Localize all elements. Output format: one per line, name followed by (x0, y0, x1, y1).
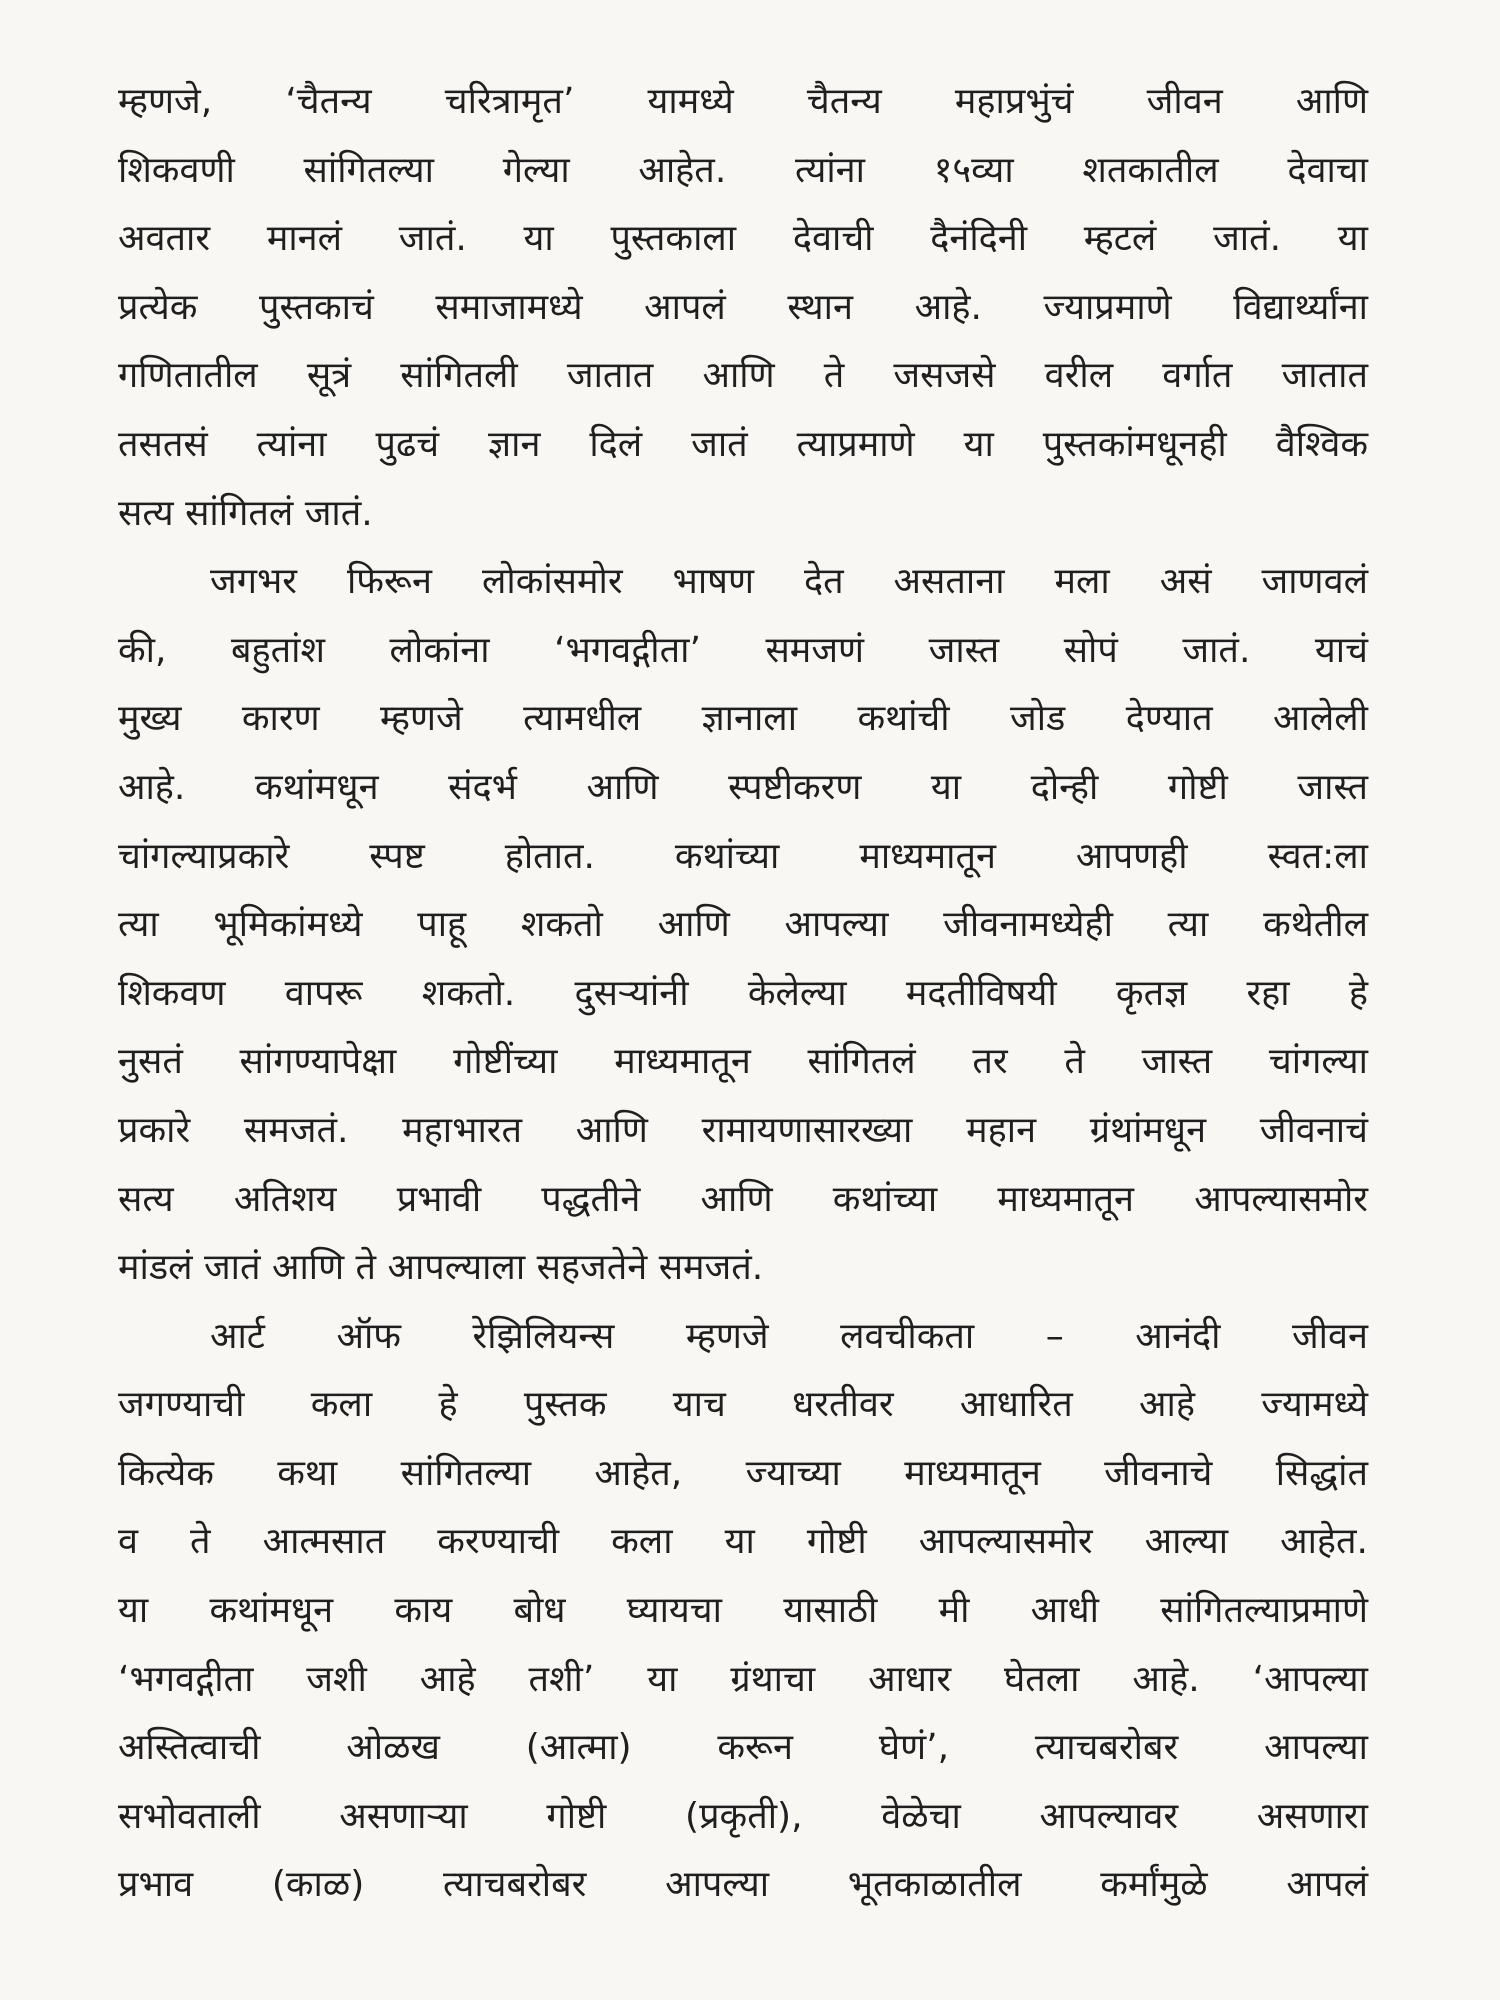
text-line: मुख्य कारण म्हणजे त्यामधील ज्ञानाला कथांची जोड देण्यात आलेली (118, 698, 1368, 740)
text-line: सत्य अतिशय प्रभावी पद्धतीने आणि कथांच्या माध्यमातून आपल्यासमोर (118, 1178, 1368, 1220)
text-line: शिकवणी सांगितल्या गेल्या आहेत. त्यांना १५व्या शतकातील देवाचा (118, 149, 1368, 191)
text-line: चांगल्याप्रकारे स्पष्ट होतात. कथांच्या माध्यमातून आपणही स्वत:ला (118, 835, 1368, 877)
body-text (118, 68, 1368, 1920)
text-line: शिकवण वापरू शकतो. दुसऱ्यांनी केलेल्या मदतीविषयी कृतज्ञ रहा हे (118, 972, 1368, 1014)
paragraph (118, 1303, 1368, 1920)
text-line: कित्येक कथा सांगितल्या आहेत, ज्याच्या माध्यमातून जीवनाचे सिद्धांत (118, 1452, 1368, 1494)
text-line: गणितातील सूत्रं सांगितली जातात आणि ते जसजसे वरील वर्गात जातात (118, 355, 1368, 397)
text-line: व ते आत्मसात करण्याची कला या गोष्टी आपल्यासमोर आल्या आहेत. (118, 1521, 1368, 1563)
text-line: सभोवताली असणाऱ्या गोष्टी (प्रकृती), वेळेचा आपल्यावर असणारा (118, 1795, 1368, 1837)
text-line: नुसतं सांगण्यापेक्षा गोष्टींच्या माध्यमातून सांगितलं तर ते जास्त चांगल्या (118, 1041, 1368, 1083)
paragraph (118, 548, 1368, 1303)
text-line: ‘भगवद्गीता जशी आहे तशी’ या ग्रंथाचा आधार घेतला आहे. ‘आपल्या (118, 1658, 1368, 1700)
text-line: आहे. कथांमधून संदर्भ आणि स्पष्टीकरण या दोन्ही गोष्टी जास्त (118, 766, 1368, 808)
text-line: मांडलं जातं आणि ते आपल्याला सहजतेने समजतं. (118, 1247, 764, 1289)
text-line: अवतार मानलं जातं. या पुस्तकाला देवाची दैनंदिनी म्हटलं जातं. या (118, 218, 1368, 260)
text-line: या कथांमधून काय बोध घ्यायचा यासाठी मी आधी सांगितल्याप्रमाणे (118, 1590, 1368, 1632)
text-line: अस्तित्वाची ओळख (आत्मा) करून घेणं’, त्याचबरोबर आपल्या (118, 1727, 1368, 1769)
text-line: प्रत्येक पुस्तकाचं समाजामध्ये आपलं स्थान आहे. ज्याप्रमाणे विद्यार्थ्यांना (118, 286, 1368, 328)
text-line: की, बहुतांश लोकांना ‘भगवद्गीता’ समजणं जास्त सोपं जातं. याचं (118, 629, 1368, 671)
paragraph (118, 68, 1368, 548)
text-line: त्या भूमिकांमध्ये पाहू शकतो आणि आपल्या जीवनामध्येही त्या कथेतील (118, 904, 1368, 946)
text-line: प्रकारे समजतं. महाभारत आणि रामायणासारख्या महान ग्रंथांमधून जीवनाचं (118, 1109, 1368, 1151)
text-line: सत्य सांगितलं जातं. (118, 492, 373, 534)
text-line: जगण्याची कला हे पुस्तक याच धरतीवर आधारित आहे ज्यामध्ये (118, 1384, 1368, 1426)
text-line: आर्ट ऑफ रेझिलियन्स म्हणजे लवचीकता – आनंदी जीवन (210, 1315, 1368, 1357)
text-line: जगभर फिरून लोकांसमोर भाषण देत असताना मला असं जाणवलं (210, 561, 1368, 603)
text-line: म्हणजे, ‘चैतन्य चरित्रामृत’ यामध्ये चैतन्य महाप्रभुंचं जीवन आणि (118, 81, 1368, 122)
text-line: तसतसं त्यांना पुढचं ज्ञान दिलं जातं त्याप्रमाणे या पुस्तकांमधूनही वैश्विक (118, 423, 1368, 465)
text-line: प्रभाव (काळ) त्याचबरोबर आपल्या भूतकाळातील कर्मांमुळे आपलं (118, 1864, 1368, 1906)
